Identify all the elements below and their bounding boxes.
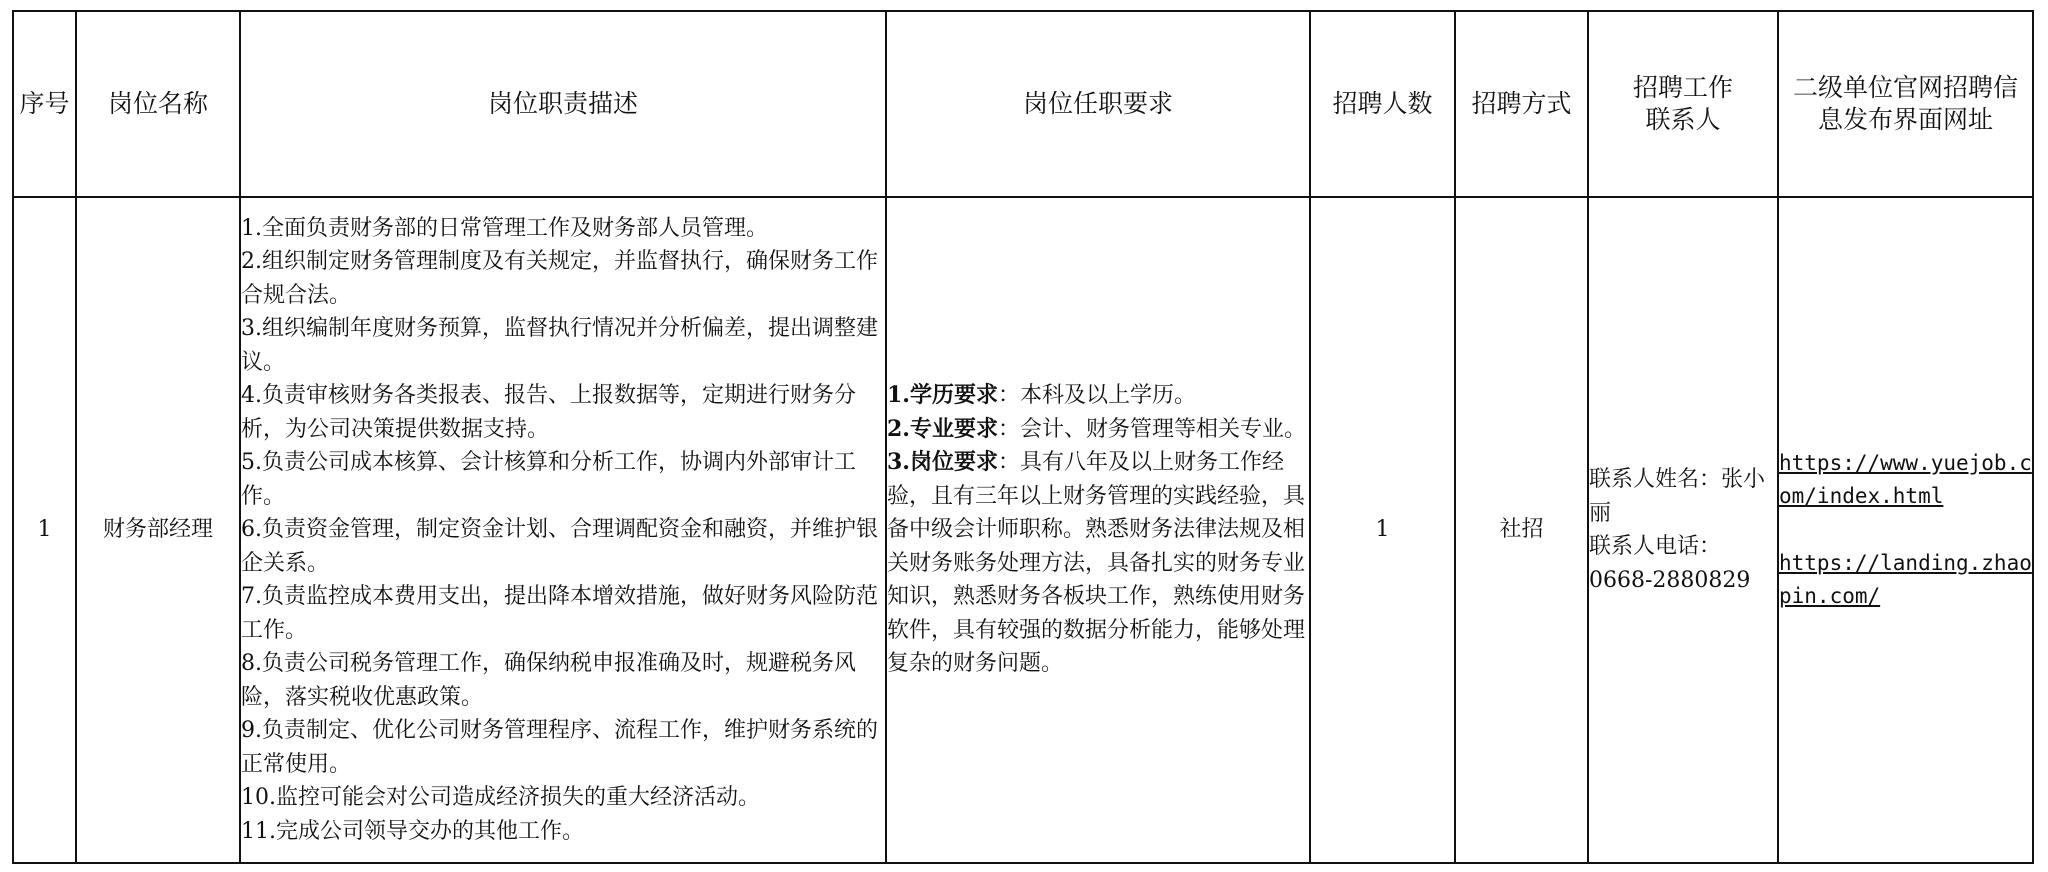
duty-item: 3.组织编制年度财务预算，监督执行情况并分析偏差，提出调整建议。 <box>241 316 878 375</box>
header-duties: 岗位职责描述 <box>240 11 886 197</box>
cell-position-name: 财务部经理 <box>76 197 240 863</box>
duty-item: 4.负责审核财务各类报表、报告、上报数据等，定期进行财务分析，为公司决策提供数据支持。 <box>241 383 856 442</box>
recruitment-table <box>12 10 2034 864</box>
recruit-url-link[interactable]: https://landing.zhaopin.com/ <box>1779 550 2032 608</box>
header-contact-line1: 招聘工作 <box>1632 73 1733 102</box>
cell-requirements <box>886 197 1310 863</box>
requirement-education-text: ：本科及以上学历。 <box>997 383 1196 409</box>
header-site-line1: 二级单位官网招聘信 <box>1792 73 2018 102</box>
header-contact <box>1588 11 1778 197</box>
cell-method: 社招 <box>1455 197 1588 863</box>
requirement-education-label: 1.学历要求 <box>887 382 998 409</box>
header-site-line2: 息发布界面网址 <box>1817 105 1993 134</box>
recruit-url-link[interactable]: https://www.yuejob.com/index.html <box>1779 450 2032 508</box>
header-headcount: 招聘人数 <box>1310 11 1455 197</box>
duty-item: 11.完成公司领导交办的其他工作。 <box>241 818 584 844</box>
requirement-major-label: 2.专业要求 <box>887 415 998 442</box>
duty-item: 1.全面负责财务部的日常管理工作及财务部人员管理。 <box>241 215 768 241</box>
cell-seq: 1 <box>13 197 76 863</box>
url-spacer <box>1779 514 2032 547</box>
contact-phone-label: 联系人电话： <box>1589 534 1722 559</box>
header-position-name: 岗位名称 <box>76 11 240 197</box>
requirement-major <box>887 413 1309 447</box>
header-seq: 序号 <box>13 11 76 197</box>
cell-site-urls <box>1778 197 2033 863</box>
requirement-job <box>887 446 1309 681</box>
header-method: 招聘方式 <box>1455 11 1588 197</box>
duty-item: 10.监控可能会对公司造成经济损失的重大经济活动。 <box>241 785 760 811</box>
header-requirements: 岗位任职要求 <box>886 11 1310 197</box>
header-contact-line2: 联系人 <box>1645 105 1721 134</box>
duty-item: 8.负责公司税务管理工作，确保纳税申报准确及时，规避税务风险，落实税收优惠政策。 <box>241 651 856 710</box>
duty-item: 7.负责监控成本费用支出，提出降本增效措施，做好财务风险防范工作。 <box>241 584 878 643</box>
cell-headcount: 1 <box>1310 197 1455 863</box>
cell-contact <box>1588 197 1778 863</box>
contact-phone: 0668-2880829 <box>1589 567 1751 593</box>
duty-item: 5.负责公司成本核算、会计核算和分析工作，协调内外部审计工作。 <box>241 450 856 509</box>
requirement-major-text: ：会计、财务管理等相关专业。 <box>997 416 1306 442</box>
requirement-education <box>887 379 1309 413</box>
duty-item: 2.组织制定财务管理制度及有关规定，并监督执行，确保财务工作合规合法。 <box>241 249 878 308</box>
contact-name: 联系人姓名：张小丽 <box>1589 467 1766 526</box>
table-row <box>13 197 2033 863</box>
duty-item: 6.负责资金管理，制定资金计划、合理调配资金和融资，并维护银企关系。 <box>241 517 878 576</box>
requirement-job-text: ：具有八年及以上财务工作经验，且有三年以上财务管理的实践经验，具备中级会计师职称。熟悉财务法律法规及相关财务账务处理方法，具备扎实的财务专业知识，熟悉财务各板块工作，熟练使用财务软件，具有较强的数据分析能力，能够处理复杂的财务问题。 <box>887 450 1306 677</box>
table-header-row <box>13 11 2033 197</box>
header-site <box>1778 11 2033 197</box>
cell-duties <box>240 197 886 863</box>
requirement-job-label: 3.岗位要求 <box>887 449 998 476</box>
duty-item: 9.负责制定、优化公司财务管理程序、流程工作，维护财务系统的正常使用。 <box>241 718 878 777</box>
